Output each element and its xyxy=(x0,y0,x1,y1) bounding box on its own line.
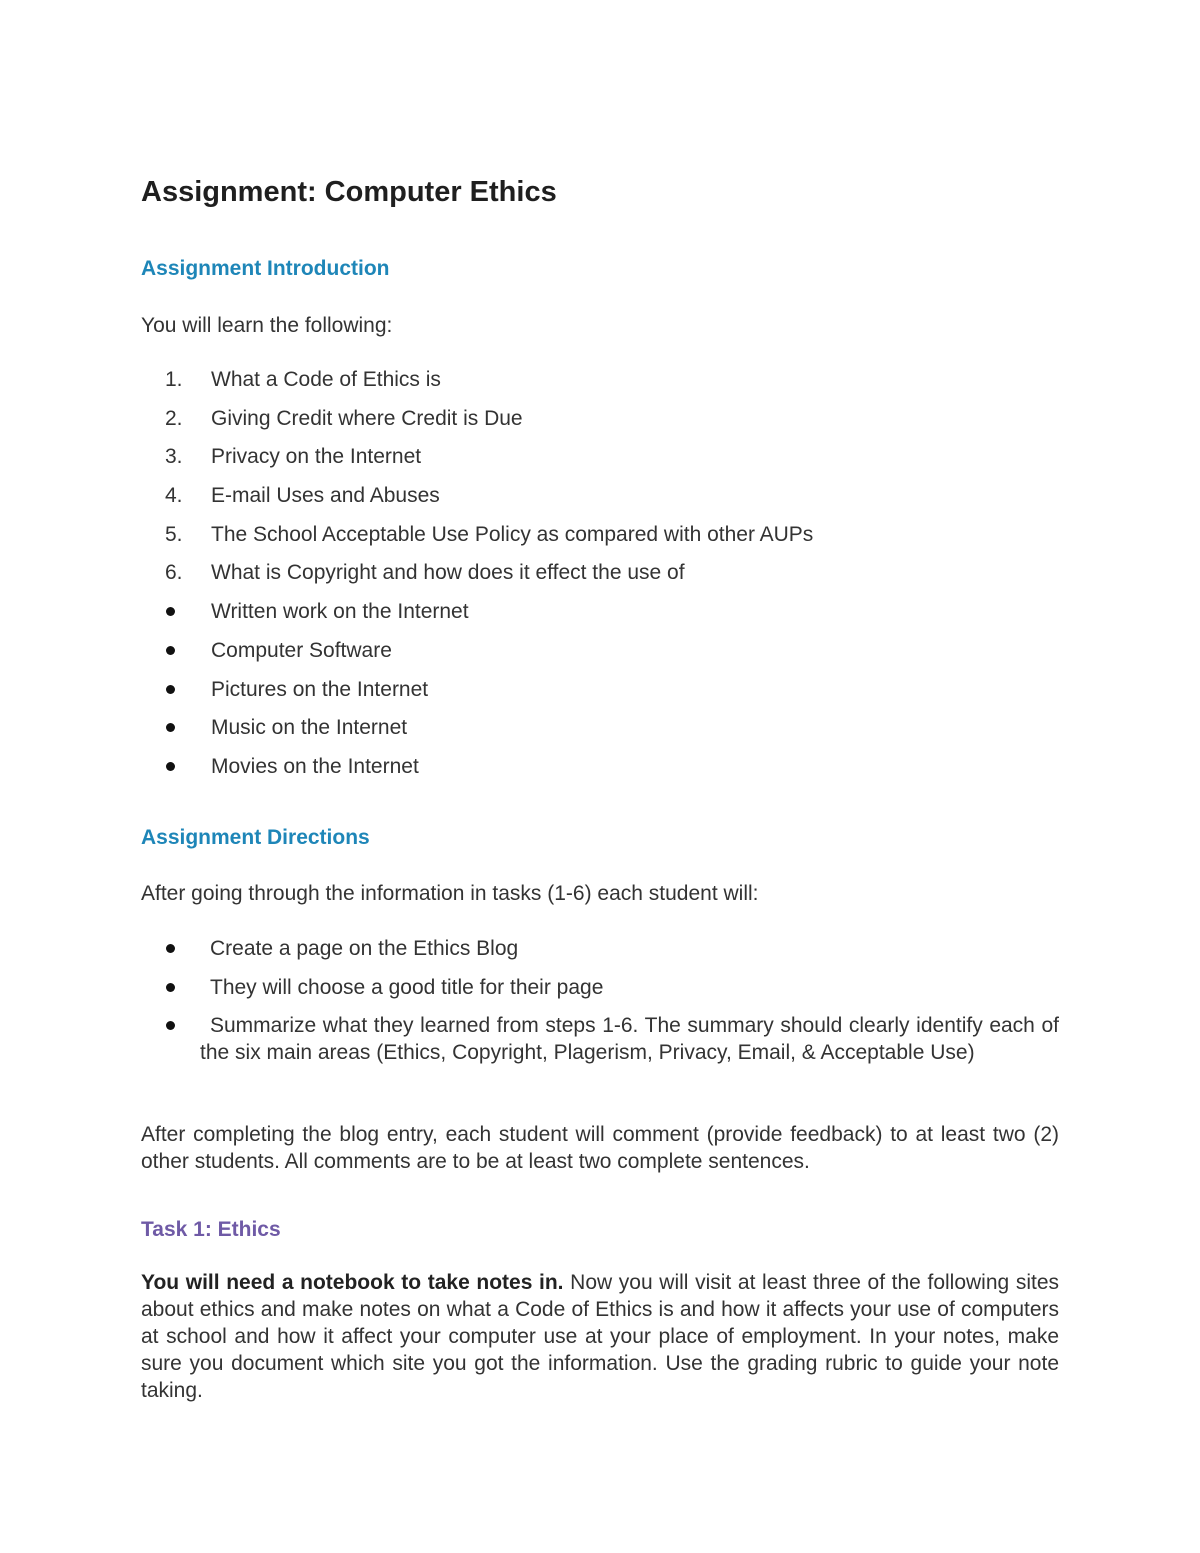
task1-body: Now you will visit at least three of the following sites about ethics and make notes on what a Code of Ethics is and how it affects your use of computers at school and how it affect your computer use at your place of employment. In your notes, make sure you document which site you got the information. Use the grading rubric to guide your note taking. xyxy=(141,1271,1060,1402)
list-item-text: Summarize what they learned from steps 1-6. The summary should clearly identify each of the six main areas (Ethics, Copyright, Plagerism, Privacy, Email, & Acceptable Use) xyxy=(200,1014,1059,1064)
task1-bold-lead: You will need a notebook to take notes in. xyxy=(141,1271,564,1294)
list-item xyxy=(141,598,1059,637)
list-number: 4. xyxy=(165,484,183,508)
task1-heading: Task 1: Ethics xyxy=(141,1218,281,1241)
task1-paragraph xyxy=(141,1269,1059,1404)
list-item xyxy=(141,753,1059,792)
list-item-text: Movies on the Internet xyxy=(211,754,419,778)
list-item-text: Pictures on the Internet xyxy=(211,677,429,701)
list-number: 5. xyxy=(165,522,183,546)
list-item xyxy=(141,366,1059,405)
list-item-text: Giving Credit where Credit is Due xyxy=(211,406,523,430)
list-number: 6. xyxy=(165,561,183,585)
list-item-text: Written work on the Internet xyxy=(211,600,469,624)
list-item xyxy=(141,521,1059,560)
list-item-text: E-mail Uses and Abuses xyxy=(211,484,440,508)
list-item-text: What a Code of Ethics is xyxy=(211,368,441,391)
list-item xyxy=(141,1012,1059,1066)
bullet-icon xyxy=(166,1021,175,1030)
list-item-text: What is Copyright and how does it effect the use of xyxy=(211,561,685,585)
bullet-icon xyxy=(166,607,175,616)
list-item xyxy=(141,935,1059,962)
bullet-icon xyxy=(166,685,175,694)
bullet-icon xyxy=(166,983,175,992)
document-title: Assignment: Computer Ethics xyxy=(141,176,557,208)
list-number: 3. xyxy=(165,445,183,469)
bullet-icon xyxy=(166,762,175,771)
directions-lead: After going through the information in tasks (1-6) each student will: xyxy=(141,882,759,905)
list-item xyxy=(141,443,1059,482)
list-item xyxy=(141,676,1059,715)
list-item xyxy=(141,974,1059,1001)
list-item-text: The School Acceptable Use Policy as compared with other AUPs xyxy=(211,522,814,546)
list-item xyxy=(141,482,1059,521)
list-item-text: Create a page on the Ethics Blog xyxy=(210,937,519,960)
bullet-icon xyxy=(166,944,175,953)
list-item xyxy=(141,637,1059,676)
intro-heading: Assignment Introduction xyxy=(141,257,390,280)
intro-numbered-list xyxy=(141,366,1059,792)
list-item xyxy=(141,559,1059,598)
bullet-icon xyxy=(166,723,175,732)
list-item xyxy=(141,405,1059,444)
intro-lead: You will learn the following: xyxy=(141,314,393,337)
list-item-text: Privacy on the Internet xyxy=(211,445,422,469)
list-item xyxy=(141,714,1059,753)
bullet-icon xyxy=(166,646,175,655)
directions-heading: Assignment Directions xyxy=(141,826,370,849)
list-item-text: Computer Software xyxy=(211,638,392,662)
list-item-text: They will choose a good title for their page xyxy=(210,975,604,999)
list-number: 1. xyxy=(165,368,183,391)
list-item-text: Music on the Internet xyxy=(211,716,408,740)
directions-bullet-list xyxy=(141,935,1059,1078)
list-number: 2. xyxy=(165,406,183,430)
directions-followup: After completing the blog entry, each student will comment (provide feedback) to at least two (2) other students. All comments are to be at least two complete sentences. xyxy=(141,1123,1059,1173)
